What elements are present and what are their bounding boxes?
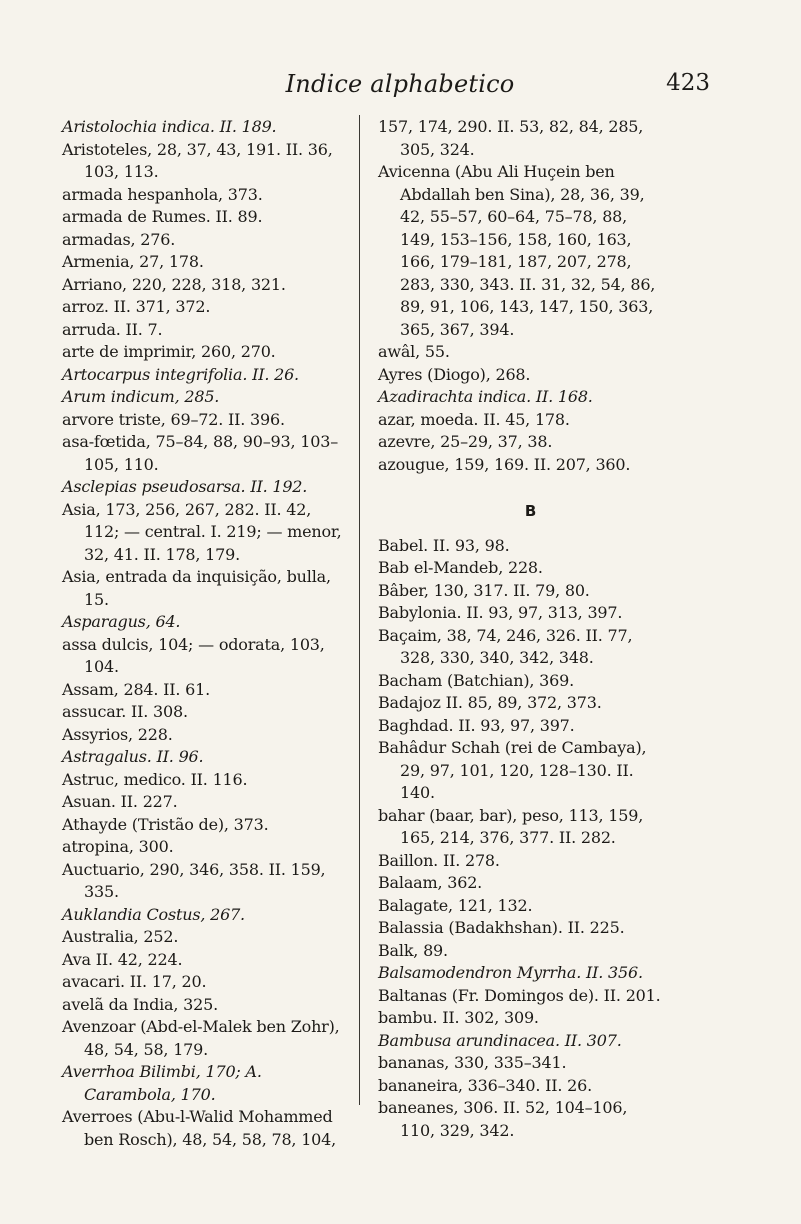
index-entry: bananas, 330, 335–341. [378, 1053, 567, 1072]
index-entry: Aristoteles, 28, 37, 43, 191. II. 36, 103, 113. [62, 139, 333, 181]
page-number: 423 [666, 70, 710, 96]
index-entry: Bâber, 130, 317. II. 79, 80. [378, 580, 590, 600]
index-entry: arroz. II. 371, 372. [62, 297, 211, 316]
index-entry: Baghdad. II. 93, 97, 397. [378, 715, 575, 735]
section-letter: B [524, 502, 537, 520]
index-entry: avacari. II. 17, 20. [62, 972, 207, 991]
index-entry: Avenzoar (Abd-el-Malek ben Zohr), 48, 54, 58, 179. [62, 1017, 340, 1059]
index-entry: Ava II. 42, 224. [62, 949, 183, 969]
index-entry: Babel. II. 93, 98. [378, 535, 510, 555]
index-entry: azevre, 25–29, 37, 38. [378, 432, 553, 451]
index-entry: Auctuario, 290, 346, 358. II. 159, 335. [62, 859, 326, 901]
index-entry: assa dulcis, 104; — odorata, 103, 104. [62, 634, 325, 676]
right-column-a-entries [378, 116, 661, 476]
index-entry: Ayres (Diogo), 268. [378, 364, 531, 384]
index-entry: Balk, 89. [378, 940, 448, 960]
index-entry: Auklandia Costus, 267. [62, 904, 245, 924]
index-entry: Baçaim, 38, 74, 246, 326. II. 77, 328, 330, 340, 342, 348. [378, 625, 633, 667]
index-entry: Averroes (Abu-l-Walid Mohammed ben Rosch), 48, 54, 58, 78, 104, [62, 1107, 337, 1149]
index-entry: Baltanas (Fr. Domingos de). II. 201. [378, 985, 661, 1005]
right-column [378, 116, 661, 1142]
index-entry: azar, moeda. II. 45, 178. [378, 409, 570, 429]
left-column [62, 116, 345, 1151]
index-entry: Armenia, 27, 178. [62, 252, 204, 271]
index-entry: Astragalus. II. 96. [62, 747, 204, 766]
index-entry: bahar (baar, bar), peso, 113, 159, 165, 214, 376, 377. II. 282. [378, 805, 644, 847]
index-entry: bambu. II. 302, 309. [378, 1008, 539, 1027]
index-entry: Asia, entrada da inquisição, bulla, 15. [62, 567, 331, 609]
index-entry: Arriano, 220, 228, 318, 321. [62, 274, 286, 294]
index-entry: arvore triste, 69–72. II. 396. [62, 409, 285, 429]
index-entry: armadas, 276. [62, 229, 176, 249]
index-entry: Badajoz II. 85, 89, 372, 373. [378, 693, 602, 712]
index-entry: Asclepias pseudosarsa. II. 192. [62, 477, 308, 496]
index-entry: Balagate, 121, 132. [378, 895, 533, 915]
index-entry: Arum indicum, 285. [62, 387, 220, 406]
index-entry: armada hespanhola, 373. [62, 184, 263, 204]
page-header [90, 70, 710, 104]
index-entry: Bacham (Batchian), 369. [378, 670, 574, 690]
index-entry: Bab el-Mandeb, 228. [378, 558, 543, 577]
index-entry: Australia, 252. [62, 927, 179, 946]
index-entry: Asparagus, 64. [62, 612, 181, 631]
index-entry: Athayde (Tristão de), 373. [62, 814, 269, 834]
right-column-b-entries [378, 535, 661, 1143]
index-entry: asa-fœtida, 75–84, 88, 90–93, 103–105, 110. [62, 432, 338, 474]
index-entry: Bambusa arundinacea. II. 307. [378, 1030, 622, 1050]
index-entry: baneanes, 306. II. 52, 104–106, 110, 329, 342. [378, 1098, 628, 1140]
column-divider [359, 115, 360, 1105]
index-entry: Balassia (Badakhshan). II. 225. [378, 918, 625, 937]
index-entry: Azadirachta indica. II. 168. [378, 387, 593, 406]
index-entry: awâl, 55. [378, 342, 450, 361]
index-entry: Artocarpus integrifolia. II. 26. [62, 364, 299, 384]
index-entry: Bahâdur Schah (rei de Cambaya), 29, 97, 101, 120, 128–130. II. 140. [378, 738, 647, 802]
index-entry: Baillon. II. 278. [378, 850, 500, 870]
index-entry: arte de imprimir, 260, 270. [62, 342, 276, 361]
index-entry: Balaam, 362. [378, 873, 483, 892]
index-entry: assucar. II. 308. [62, 702, 188, 721]
index-entry: bananeira, 336–340. II. 26. [378, 1075, 592, 1095]
index-entry: arruda. II. 7. [62, 319, 163, 339]
index-entry: atropina, 300. [62, 837, 174, 856]
index-entry: azougue, 159, 169. II. 207, 360. [378, 454, 631, 474]
index-entry: Balsamodendron Myrrha. II. 356. [378, 963, 643, 982]
index-entry: Astruc, medico. II. 116. [62, 769, 248, 789]
index-entry: Babylonia. II. 93, 97, 313, 397. [378, 603, 623, 622]
index-entry: Averrhoa Bilimbi, 170; A. Carambola, 170. [62, 1062, 262, 1104]
index-entry: armada de Rumes. II. 89. [62, 207, 263, 226]
index-entry: 157, 174, 290. II. 53, 82, 84, 285, 305, 324. [378, 117, 644, 159]
index-entry: Assyrios, 228. [62, 724, 173, 744]
index-entry: Asuan. II. 227. [62, 792, 178, 811]
index-entry: Aristolochia indica. II. 189. [62, 117, 277, 136]
running-title: Indice alphabetico [285, 70, 515, 98]
index-entry: avelã da India, 325. [62, 994, 218, 1014]
index-entry: Avicenna (Abu Ali Huçein ben Abdallah ben Sina), 28, 36, 39, 42, 55–57, 60–64, 75–78, 88, 149, 153–156, 158, 160, 163, 166, 179–181, 187, 207, 278, 283, 330, 343. II. 31, 32, 54, 86, 89, 91, 106, 143, 147, 150, 363, 365, 367, 394. [378, 162, 656, 339]
index-entry: Assam, 284. II. 61. [62, 679, 211, 699]
index-entry: Asia, 173, 256, 267, 282. II. 42, 112; — central. I. 219; — menor, 32, 41. II. 178, 179. [62, 499, 342, 564]
